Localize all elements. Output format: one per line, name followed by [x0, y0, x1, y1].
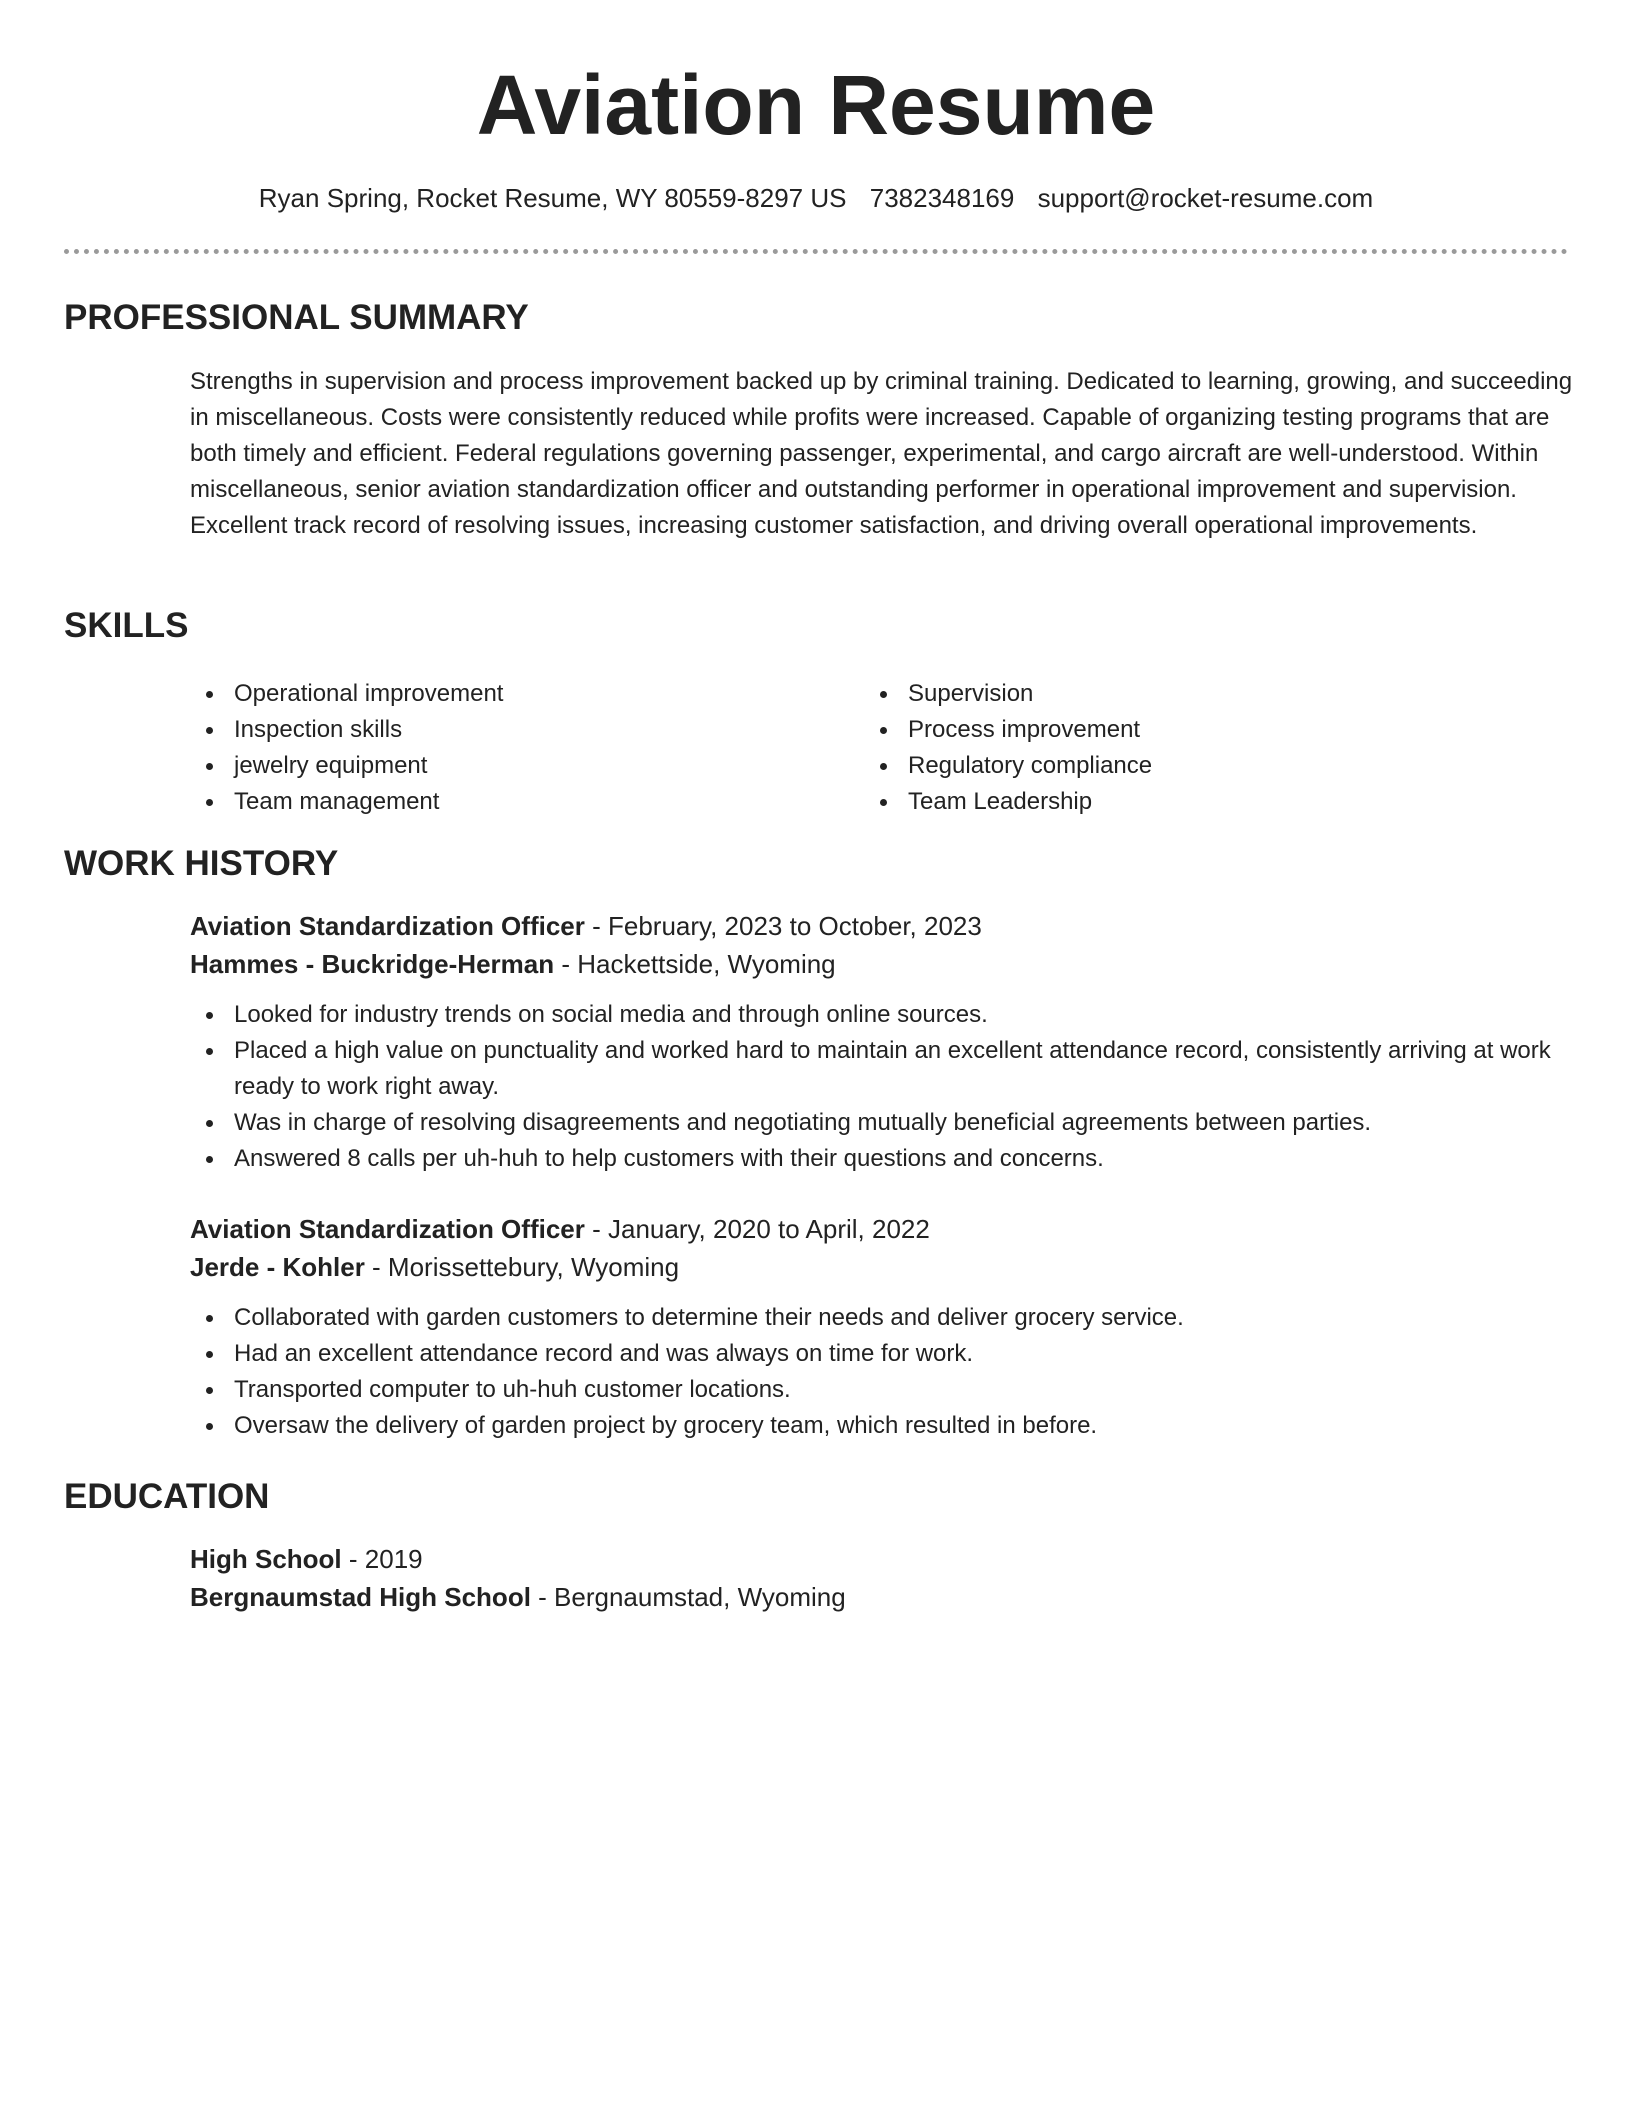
job-bullet: Oversaw the delivery of garden project by grocery team, which resulted in before.: [190, 1408, 1570, 1444]
contact-phone: 7382348169: [869, 183, 1015, 213]
job-dates: - January, 2020 to April, 2022: [584, 1214, 930, 1244]
job-location: - Hackettside, Wyoming: [554, 949, 836, 979]
skill-item: Regulatory compliance: [864, 748, 1504, 784]
job-company: Hammes - Buckridge-Herman: [190, 949, 555, 979]
skill-item: Inspection skills: [190, 712, 830, 748]
job-location: - Morissettebury, Wyoming: [364, 1252, 680, 1282]
skills-right-list: [864, 676, 1504, 820]
work-heading: WORK HISTORY: [64, 844, 339, 883]
job-title-line: [190, 907, 1570, 945]
education-school-line: [190, 1578, 1570, 1616]
education-year: - 2019: [341, 1544, 423, 1574]
job-company: Jerde - Kohler: [190, 1252, 365, 1282]
skill-item: Process improvement: [864, 712, 1504, 748]
skill-item: Team management: [190, 784, 830, 820]
skills-left-list: [190, 676, 830, 820]
skills-left-column: [190, 676, 830, 820]
education-degree: High School: [190, 1544, 342, 1574]
job-company-line: [190, 945, 1570, 983]
education-location: - Bergnaumstad, Wyoming: [530, 1582, 846, 1612]
job-bullets: [234, 997, 1570, 1177]
job-bullet: Was in charge of resolving disagreements and negotiating mutually beneficial agreements between parties.: [190, 1105, 1570, 1141]
skill-item: Operational improvement: [190, 676, 830, 712]
education-school: Bergnaumstad High School: [190, 1582, 531, 1612]
job-title-line: [190, 1210, 1570, 1248]
job-bullet: Looked for industry trends on social media and through online sources.: [190, 997, 1570, 1033]
header-divider: [64, 249, 1568, 254]
job-entry-2: [190, 1210, 1570, 1444]
skills-right-column: [864, 676, 1504, 820]
job-title: Aviation Standardization Officer: [190, 1214, 585, 1244]
summary-text: Strengths in supervision and process improvement backed up by criminal training. Dedicated to learning, growing, and succeeding in miscellaneous. Costs were consistently reduced while profits were increased. Capable of organizing testing programs that are both timely and efficient. Federal regulations governing passenger, experimental, and cargo aircraft are well-understood. Within miscellaneous, senior aviation standardization officer and outstanding performer in operational improvement and supervision. Excellent track record of resolving issues, increasing customer satisfaction, and driving overall operational improvements.: [190, 368, 1573, 539]
job-entry-1: [190, 907, 1570, 1177]
skill-item: jewelry equipment: [190, 748, 830, 784]
summary-heading: PROFESSIONAL SUMMARY: [64, 298, 529, 337]
education-entry: [190, 1540, 1570, 1616]
skills-heading: SKILLS: [64, 606, 189, 645]
job-bullets: [234, 1300, 1570, 1444]
skill-item: Team Leadership: [864, 784, 1504, 820]
contact-address: Ryan Spring, Rocket Resume, WY 80559-8297 US: [258, 183, 847, 213]
education-degree-line: [190, 1540, 1570, 1578]
contact-email: support@rocket-resume.com: [1037, 183, 1374, 213]
job-bullet: Had an excellent attendance record and was always on time for work.: [190, 1336, 1570, 1372]
job-company-line: [190, 1248, 1570, 1286]
job-dates: - February, 2023 to October, 2023: [584, 911, 982, 941]
job-bullet: Placed a high value on punctuality and worked hard to maintain an excellent attendance record, consistently arriving at work ready to work right away.: [190, 1033, 1570, 1105]
job-title: Aviation Standardization Officer: [190, 911, 585, 941]
job-bullet: Transported computer to uh-huh customer locations.: [190, 1372, 1570, 1408]
job-bullet: Answered 8 calls per uh-huh to help customers with their questions and concerns.: [190, 1141, 1570, 1177]
contact-line: [0, 180, 1632, 216]
skill-item: Supervision: [864, 676, 1504, 712]
education-heading: EDUCATION: [64, 1477, 270, 1516]
job-bullet: Collaborated with garden customers to determine their needs and deliver grocery service.: [190, 1300, 1570, 1336]
resume-title: Aviation Resume: [476, 58, 1156, 152]
